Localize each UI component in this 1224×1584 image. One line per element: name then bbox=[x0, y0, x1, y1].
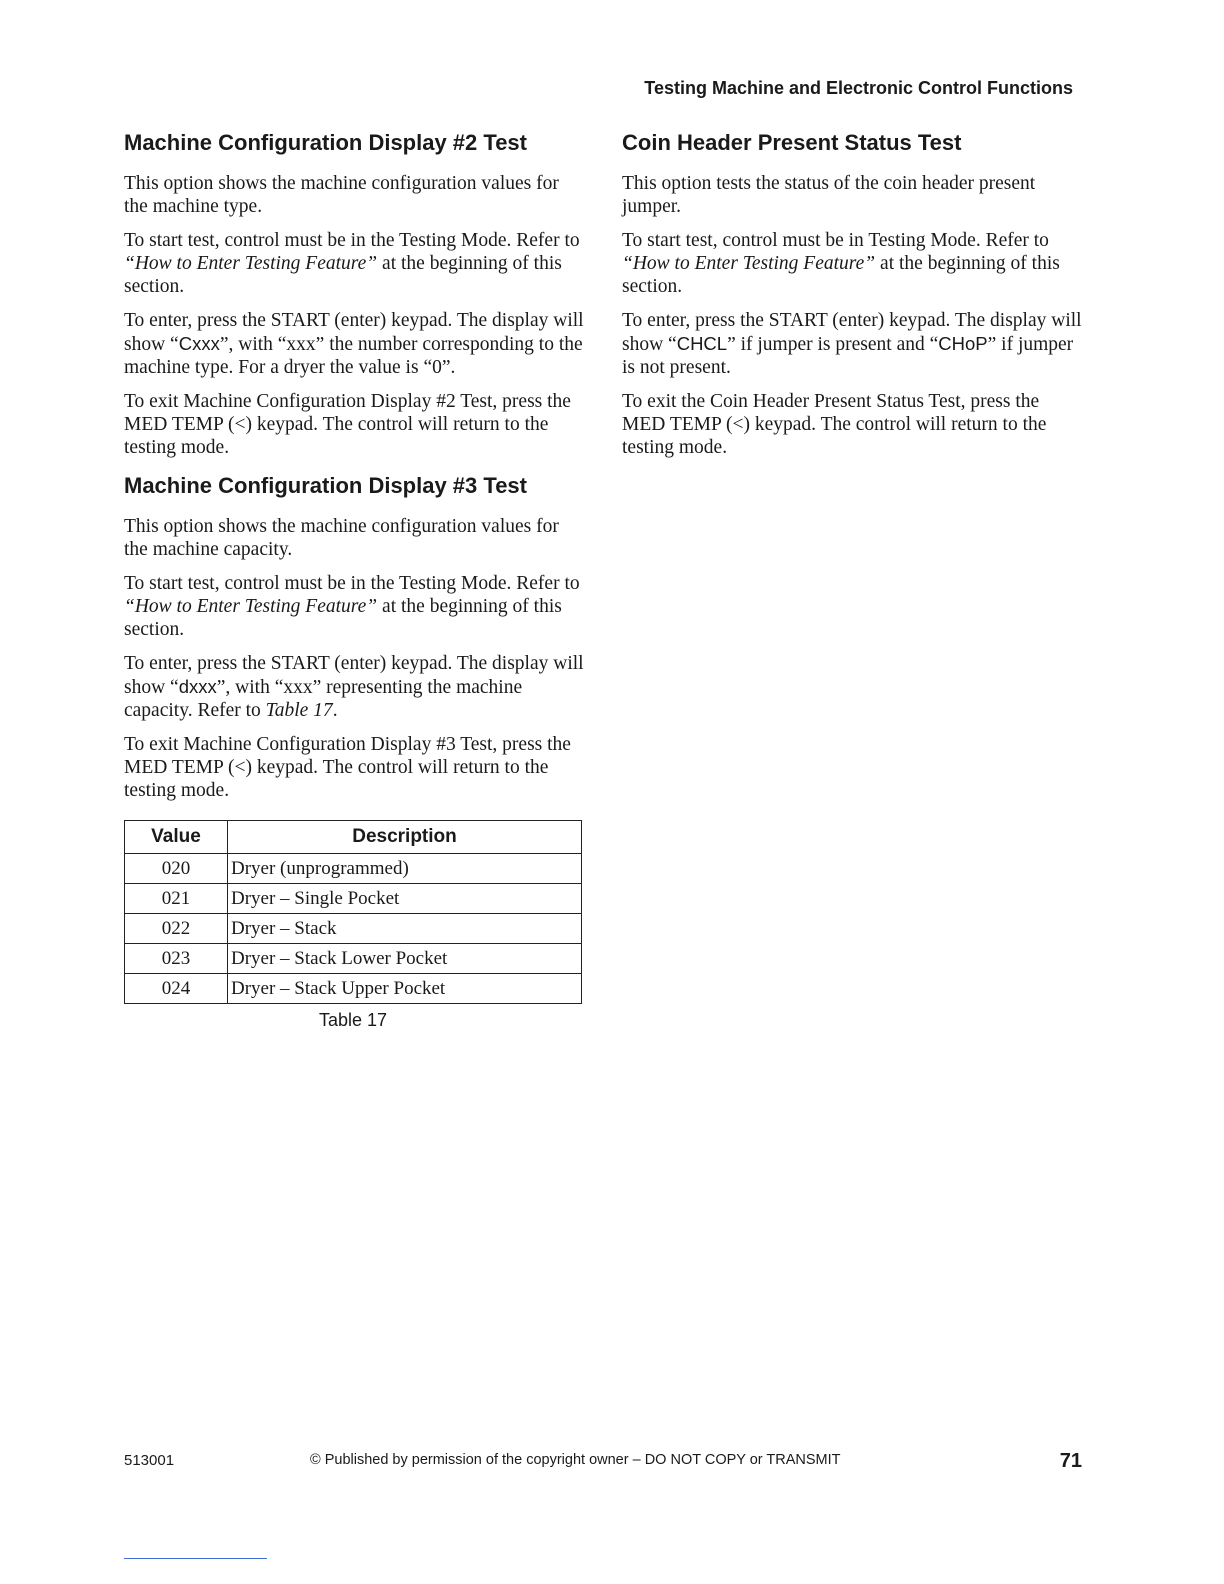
cross-reference: “How to Enter Testing Feature” bbox=[124, 596, 378, 617]
value-cell: 020 bbox=[125, 854, 228, 884]
description-cell: Dryer – Single Pocket bbox=[228, 884, 582, 914]
config-display-3-section bbox=[124, 471, 584, 802]
paragraph-text: . bbox=[332, 700, 338, 721]
coin-header-heading: Coin Header Present Status Test bbox=[622, 130, 962, 155]
paragraph-text: at the beginning of this section. bbox=[124, 253, 562, 297]
table-row bbox=[125, 884, 582, 914]
value-cell: 024 bbox=[125, 974, 228, 1004]
paragraph-text: ” if jumper is not present. bbox=[622, 334, 1074, 378]
coin-header-enter bbox=[622, 309, 1082, 379]
paragraph-text: To start test, control must be in the Testing Mode. Refer to bbox=[124, 230, 580, 251]
config-display-3-heading: Machine Configuration Display #3 Test bbox=[124, 473, 527, 498]
table-row bbox=[125, 944, 582, 974]
value-cell: 022 bbox=[125, 914, 228, 944]
page-number: 71 bbox=[1059, 1450, 1082, 1472]
display-code: CHoP bbox=[938, 333, 988, 354]
cross-reference: “How to Enter Testing Feature” bbox=[622, 253, 876, 274]
config-display-2-section bbox=[124, 128, 584, 459]
capacity-table bbox=[124, 820, 582, 1004]
document-number: 513001 bbox=[124, 1452, 175, 1469]
config-display-3-start bbox=[124, 572, 584, 641]
right-column bbox=[622, 128, 1082, 470]
table-header-row bbox=[125, 821, 582, 854]
description-column-header: Description bbox=[228, 821, 582, 854]
table-caption: Table 17 bbox=[318, 1010, 388, 1030]
paragraph-text: at the beginning of this section. bbox=[622, 253, 1060, 297]
value-cell: 021 bbox=[125, 884, 228, 914]
display-code: CHCL bbox=[676, 333, 728, 354]
config-display-3-intro: This option shows the machine configuration values for the machine capacity. bbox=[124, 516, 559, 560]
table-row bbox=[125, 854, 582, 884]
coin-header-section bbox=[622, 128, 1082, 459]
config-display-2-exit: To exit Machine Configuration Display #2 Test, press the MED TEMP (<) keypad. The control will return to the testing mode. bbox=[124, 391, 571, 458]
description-cell: Dryer – Stack Upper Pocket bbox=[228, 974, 582, 1004]
value-column-header: Value bbox=[125, 821, 228, 854]
table-reference: Table 17 bbox=[265, 700, 333, 721]
config-display-2-heading: Machine Configuration Display #2 Test bbox=[124, 130, 527, 155]
paragraph-text: To start test, control must be in the Testing Mode. Refer to bbox=[124, 573, 580, 594]
footer-rule bbox=[124, 1558, 267, 1559]
config-display-2-enter bbox=[124, 309, 584, 379]
description-cell: Dryer – Stack bbox=[228, 914, 582, 944]
paragraph-text: To enter, press the START (enter) keypad. The display will show “ bbox=[622, 310, 1082, 355]
config-display-3-enter bbox=[124, 652, 584, 722]
description-cell: Dryer (unprogrammed) bbox=[228, 854, 582, 884]
display-code: Cxxx bbox=[178, 333, 220, 354]
config-display-2-start bbox=[124, 229, 584, 298]
config-display-3-exit: To exit Machine Configuration Display #3 Test, press the MED TEMP (<) keypad. The control will return to the testing mode. bbox=[124, 734, 571, 801]
display-code: dxxx bbox=[178, 676, 217, 697]
paragraph-text: ” if jumper is present and “ bbox=[727, 334, 939, 355]
paragraph-text: ”, with “xxx” representing the machine capacity. Refer to bbox=[124, 677, 523, 721]
value-cell: 023 bbox=[125, 944, 228, 974]
table-row bbox=[125, 914, 582, 944]
page-footer bbox=[124, 1450, 1084, 1474]
table-row bbox=[125, 974, 582, 1004]
config-display-2-intro: This option shows the machine configuration values for the machine type. bbox=[124, 173, 559, 217]
coin-header-exit: To exit the Coin Header Present Status Test, press the MED TEMP (<) keypad. The control will return to the testing mode. bbox=[622, 391, 1047, 458]
paragraph-text: To start test, control must be in Testing Mode. Refer to bbox=[622, 230, 1049, 251]
paragraph-text: To enter, press the START (enter) keypad. The display will show “ bbox=[124, 653, 584, 698]
paragraph-text: To enter, press the START (enter) keypad. The display will show “ bbox=[124, 310, 584, 355]
paragraph-text: at the beginning of this section. bbox=[124, 596, 562, 640]
coin-header-intro: This option tests the status of the coin header present jumper. bbox=[622, 173, 1036, 217]
cross-reference: “How to Enter Testing Feature” bbox=[124, 253, 378, 274]
description-cell: Dryer – Stack Lower Pocket bbox=[228, 944, 582, 974]
coin-header-start bbox=[622, 229, 1082, 298]
left-column bbox=[124, 128, 584, 1031]
copyright-notice: © Published by permission of the copyright owner – DO NOT COPY or TRANSMIT bbox=[310, 1452, 841, 1468]
paragraph-text: ”, with “xxx” the number corresponding to the machine type. For a dryer the value is “0”. bbox=[124, 334, 583, 378]
running-header: Testing Machine and Electronic Control Functions bbox=[644, 78, 1073, 98]
